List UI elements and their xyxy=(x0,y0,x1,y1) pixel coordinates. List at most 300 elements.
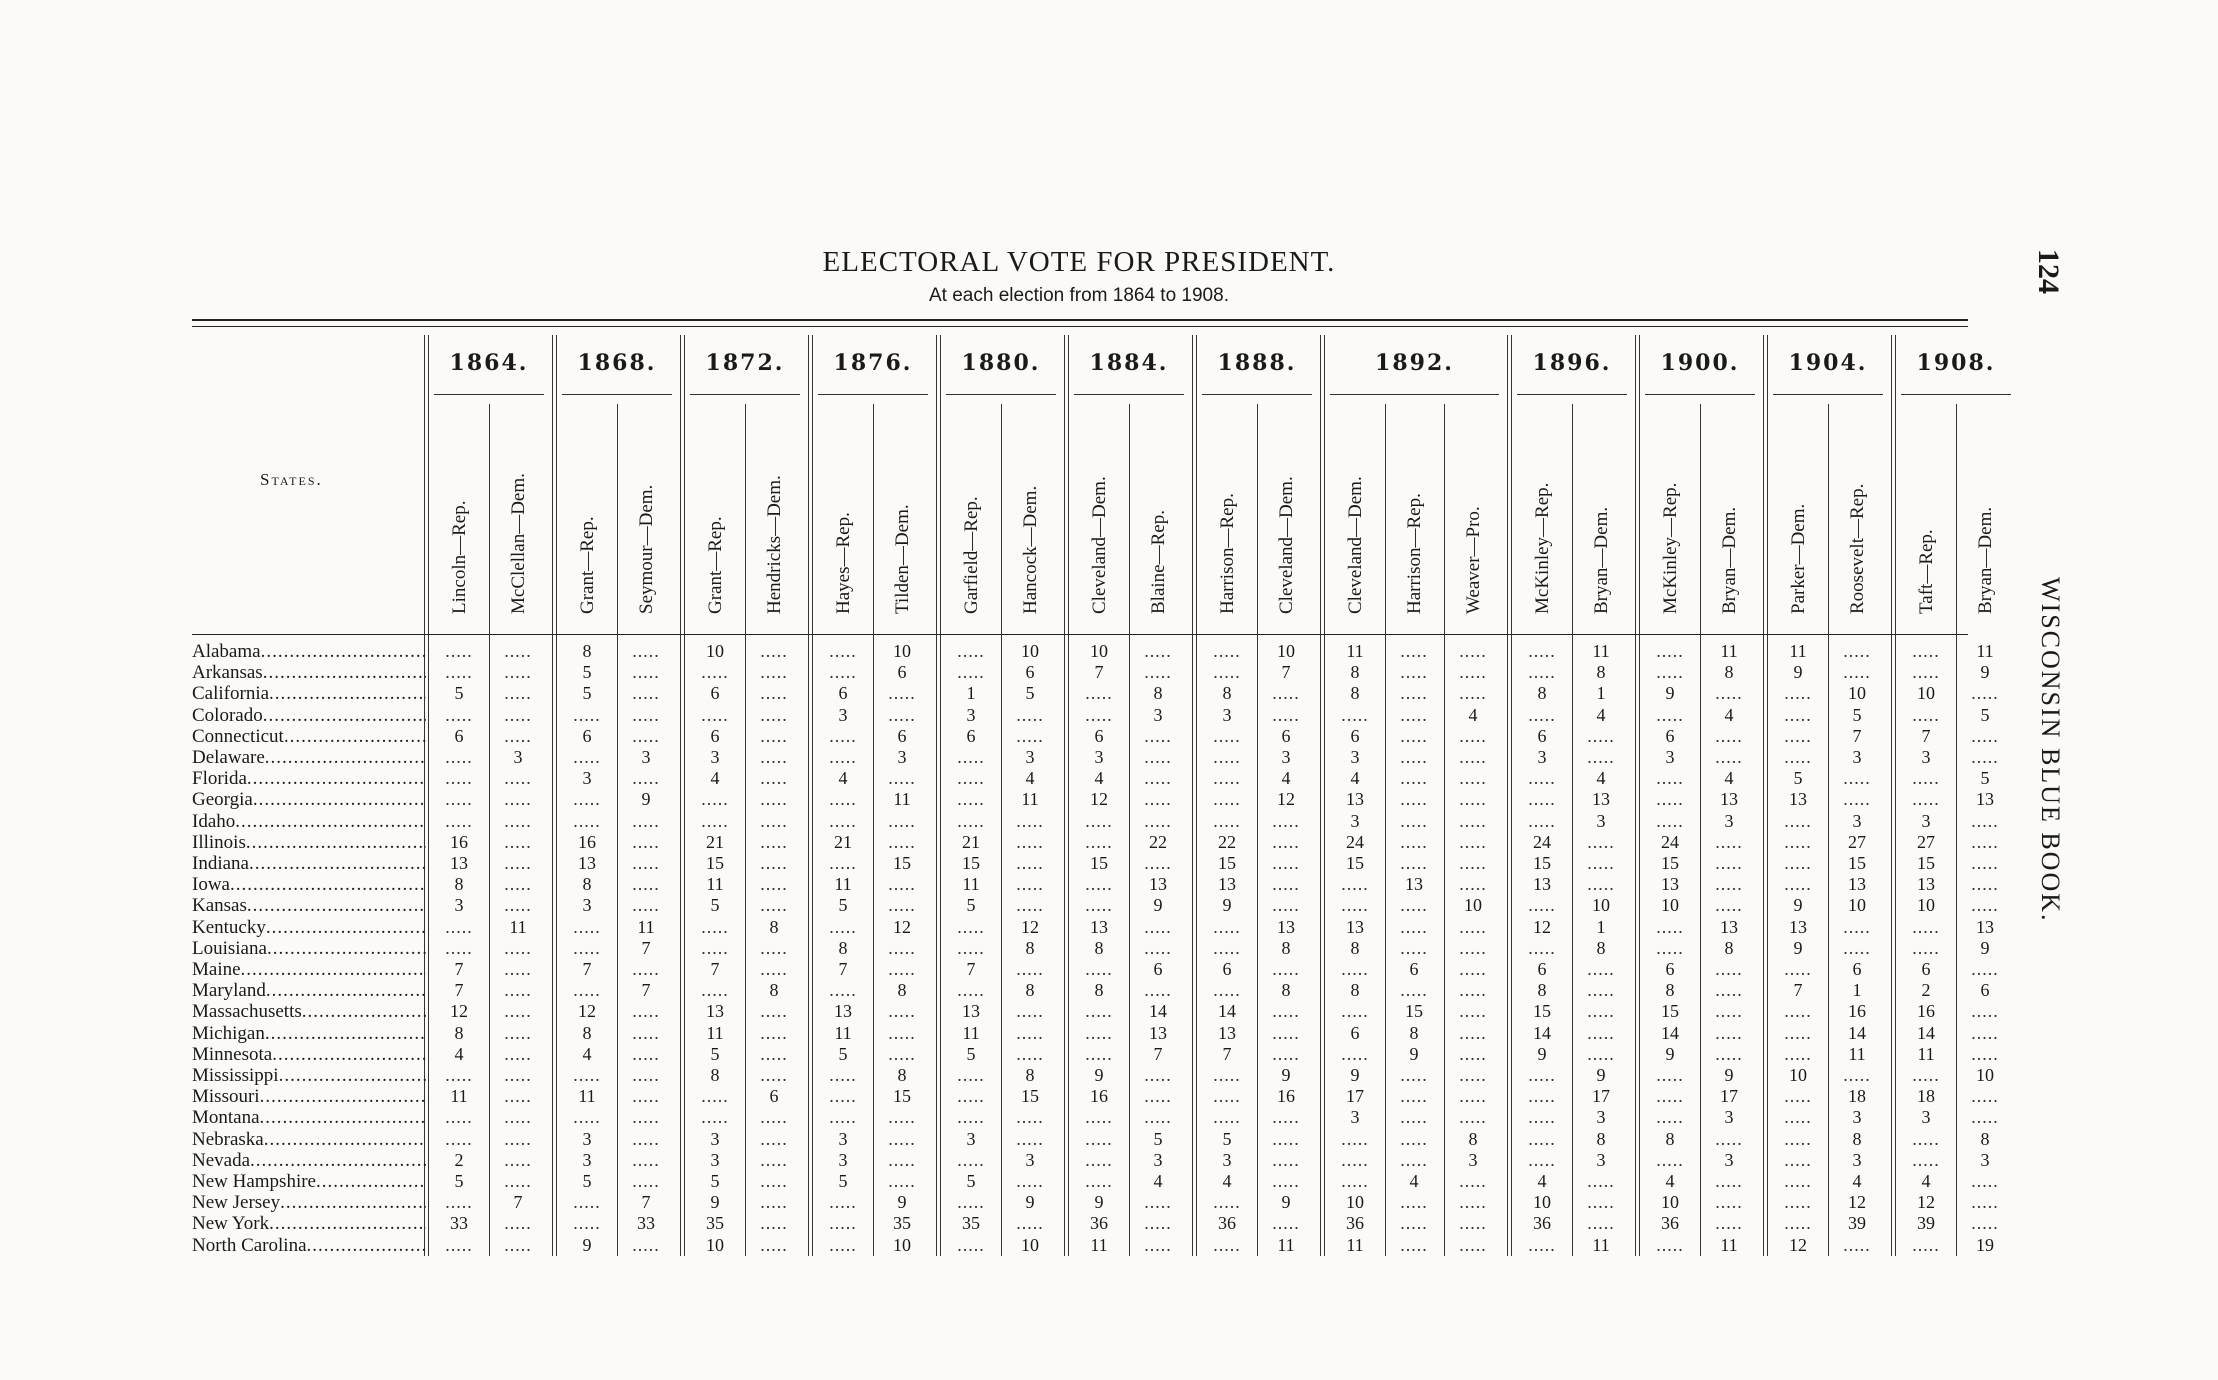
year-underline xyxy=(562,394,672,395)
vote-cell: 5 xyxy=(1153,1128,1163,1149)
running-head: WISCONSIN BLUE BOOK. xyxy=(2036,577,2065,923)
vote-cell: ..... xyxy=(1784,1107,1812,1128)
vote-cell: 16 xyxy=(1848,1001,1866,1022)
vote-cell: ..... xyxy=(1400,1192,1428,1213)
vote-cell: 3 xyxy=(897,747,907,767)
vote-cell: 21 xyxy=(834,831,852,852)
vote-cell: 5 xyxy=(1980,768,1990,789)
vote-cell: ..... xyxy=(760,1107,788,1128)
vote-cell: ..... xyxy=(1459,831,1487,852)
vote-cell: 11 xyxy=(962,1022,980,1043)
vote-cell: ..... xyxy=(701,810,729,831)
vote-cell: ..... xyxy=(1784,725,1812,746)
group-divider xyxy=(556,335,557,1256)
vote-cell: ..... xyxy=(573,704,601,725)
state-name-text: Illinois xyxy=(192,831,246,853)
vote-cell: ..... xyxy=(829,725,857,746)
vote-cell: 7 xyxy=(1921,725,1931,746)
state-name xyxy=(192,747,426,768)
vote-cell: ..... xyxy=(632,1128,660,1149)
state-name xyxy=(192,1065,426,1086)
vote-cell: ..... xyxy=(1528,1234,1556,1255)
vote-cell: ..... xyxy=(1715,725,1743,746)
vote-cell: 14 xyxy=(1917,1022,1935,1043)
group-divider xyxy=(1763,335,1764,1256)
vote-cell: ..... xyxy=(1912,641,1940,661)
vote-cell: 7 xyxy=(710,959,720,979)
vote-cell: ..... xyxy=(1085,895,1113,916)
vote-cell: 15 xyxy=(1090,853,1108,873)
vote-cell: 9 xyxy=(1724,1065,1734,1085)
state-name-text: Missouri xyxy=(192,1086,260,1108)
vote-cell: 14 xyxy=(1848,1022,1866,1043)
candidate-column-header: Hancock—Dem. xyxy=(1020,485,1041,614)
vote-cell: ..... xyxy=(888,959,916,979)
vote-cell: 4 xyxy=(1537,1171,1547,1191)
vote-cell: ..... xyxy=(888,1128,916,1149)
vote-cell: ..... xyxy=(1715,980,1743,1001)
state-name-text: Georgia xyxy=(192,789,253,811)
candidate-column-header: Bryan—Dem. xyxy=(1975,506,1996,614)
vote-cell: 8 xyxy=(1724,662,1734,683)
state-name xyxy=(192,874,426,895)
vote-cell: ..... xyxy=(1016,810,1044,831)
group-divider xyxy=(1511,335,1512,1256)
vote-cell: ..... xyxy=(888,1022,916,1043)
vote-cell: ..... xyxy=(1459,1213,1487,1234)
vote-cell: 11 xyxy=(893,789,911,810)
candidate-column-header: Lincoln—Rep. xyxy=(449,500,470,614)
vote-cell: 5 xyxy=(710,1043,720,1064)
vote-cell: ..... xyxy=(1400,789,1428,810)
state-name-text: Iowa xyxy=(192,874,230,896)
vote-cell: ..... xyxy=(760,937,788,958)
vote-cell: ..... xyxy=(504,1043,532,1064)
vote-cell: ..... xyxy=(1912,1149,1940,1170)
vote-cell: 7 xyxy=(641,980,651,1001)
vote-cell: ..... xyxy=(1459,1043,1487,1064)
vote-cell: ..... xyxy=(760,1065,788,1085)
group-divider xyxy=(1895,335,1896,1256)
vote-cell: ..... xyxy=(1144,789,1172,810)
vote-cell: ..... xyxy=(1341,959,1369,979)
vote-cell: ..... xyxy=(829,1192,857,1213)
vote-cell: 7 xyxy=(838,959,848,979)
vote-cell: 10 xyxy=(706,641,724,661)
vote-cell: 3 xyxy=(582,768,592,789)
vote-cell: ..... xyxy=(1144,1192,1172,1213)
vote-cell: ..... xyxy=(701,1107,729,1128)
vote-cell: ..... xyxy=(701,980,729,1001)
vote-cell: ..... xyxy=(1784,1171,1812,1191)
vote-cell: ..... xyxy=(888,937,916,958)
vote-cell: 3 xyxy=(1921,747,1931,767)
vote-cell: ..... xyxy=(888,1171,916,1191)
vote-cell: 15 xyxy=(1218,853,1236,873)
vote-cell: 3 xyxy=(1596,810,1606,831)
vote-cell: 13 xyxy=(1848,874,1866,895)
vote-cell: ..... xyxy=(1085,683,1113,704)
vote-cell: ..... xyxy=(957,916,985,937)
vote-cell: ..... xyxy=(1144,853,1172,873)
vote-cell: ..... xyxy=(957,641,985,661)
vote-cell: 7 xyxy=(1281,662,1291,683)
state-name-text: Maine xyxy=(192,959,241,980)
vote-cell: ..... xyxy=(1213,1065,1241,1085)
vote-cell: ..... xyxy=(445,641,473,661)
vote-cell: 10 xyxy=(706,1234,724,1255)
vote-cell: 4 xyxy=(710,768,720,789)
vote-cell: 13 xyxy=(450,853,468,873)
vote-cell: 8 xyxy=(1025,1065,1035,1085)
vote-cell: ..... xyxy=(1459,1065,1487,1085)
vote-cell: ..... xyxy=(888,768,916,789)
vote-cell: 3 xyxy=(1852,747,1862,767)
vote-cell: 9 xyxy=(1281,1192,1291,1213)
vote-cell: ..... xyxy=(888,1043,916,1064)
vote-cell: 14 xyxy=(1661,1022,1679,1043)
vote-cell: ..... xyxy=(1016,959,1044,979)
year-header: 1896. xyxy=(1532,350,1612,376)
vote-cell: ..... xyxy=(1528,789,1556,810)
vote-cell: ..... xyxy=(701,1086,729,1107)
vote-cell: 13 xyxy=(1218,1022,1236,1043)
vote-cell: ..... xyxy=(1272,683,1300,704)
state-name-text: Idaho xyxy=(192,810,236,832)
vote-cell: 3 xyxy=(1350,810,1360,831)
vote-cell: 9 xyxy=(1350,1065,1360,1085)
vote-cell: 10 xyxy=(1661,1192,1679,1213)
vote-cell: 11 xyxy=(1592,1234,1610,1255)
vote-cell: 5 xyxy=(966,1043,976,1064)
vote-cell: ..... xyxy=(829,747,857,767)
vote-cell: ..... xyxy=(1843,1065,1871,1085)
vote-cell: ..... xyxy=(1784,853,1812,873)
vote-cell: 3 xyxy=(1350,1107,1360,1128)
vote-cell: ..... xyxy=(888,704,916,725)
vote-cell: ..... xyxy=(829,662,857,683)
vote-cell: ..... xyxy=(1016,704,1044,725)
vote-cell: ..... xyxy=(445,1065,473,1085)
vote-cell: 14 xyxy=(1149,1001,1167,1022)
vote-cell: 6 xyxy=(1350,725,1360,746)
vote-cell: ..... xyxy=(1587,1213,1615,1234)
vote-cell: ..... xyxy=(445,916,473,937)
vote-cell: 3 xyxy=(838,1128,848,1149)
vote-cell: ..... xyxy=(445,1107,473,1128)
state-name xyxy=(192,1213,426,1234)
state-name xyxy=(192,980,426,1001)
vote-cell: 13 xyxy=(1090,916,1108,937)
vote-cell: ..... xyxy=(1715,747,1743,767)
vote-cell: ..... xyxy=(1459,1234,1487,1255)
vote-cell: 3 xyxy=(1724,810,1734,831)
vote-cell: 35 xyxy=(962,1213,980,1234)
candidate-column-header: Tilden—Dem. xyxy=(892,504,913,614)
vote-cell: 13 xyxy=(706,1001,724,1022)
vote-cell: ..... xyxy=(1912,789,1940,810)
vote-cell: ..... xyxy=(829,916,857,937)
vote-cell: ..... xyxy=(760,704,788,725)
year-underline xyxy=(1074,394,1184,395)
vote-cell: 9 xyxy=(1153,895,1163,916)
vote-cell: 11 xyxy=(1917,1043,1935,1064)
vote-cell: ..... xyxy=(1400,1065,1428,1085)
state-name xyxy=(192,1107,426,1128)
vote-cell: 13 xyxy=(1720,789,1738,810)
vote-cell: 8 xyxy=(1350,683,1360,704)
vote-cell: ..... xyxy=(632,1043,660,1064)
vote-cell: 13 xyxy=(1405,874,1423,895)
vote-cell: 6 xyxy=(1222,959,1232,979)
vote-cell: ..... xyxy=(1971,1001,1999,1022)
year-header: 1876. xyxy=(833,350,913,376)
vote-cell: ..... xyxy=(1715,683,1743,704)
vote-cell: 15 xyxy=(1661,1001,1679,1022)
vote-cell: 9 xyxy=(1793,662,1803,683)
vote-cell: 10 xyxy=(1277,641,1295,661)
vote-cell: 11 xyxy=(1720,1234,1738,1255)
vote-cell: 4 xyxy=(582,1043,592,1064)
vote-cell: ..... xyxy=(760,1128,788,1149)
vote-cell: ..... xyxy=(1400,704,1428,725)
vote-cell: ..... xyxy=(829,1065,857,1085)
state-name-text: Colorado xyxy=(192,704,263,726)
group-divider xyxy=(1767,335,1768,1256)
year-underline xyxy=(946,394,1056,395)
vote-cell: ..... xyxy=(1213,810,1241,831)
vote-cell: ..... xyxy=(1971,831,1999,852)
vote-cell: ..... xyxy=(632,1149,660,1170)
vote-cell: 8 xyxy=(769,980,779,1001)
state-name-text: Arkansas xyxy=(192,662,263,684)
vote-cell: 8 xyxy=(1222,683,1232,704)
vote-cell: 8 xyxy=(1153,683,1163,704)
vote-cell: 15 xyxy=(1917,853,1935,873)
vote-cell: ..... xyxy=(1341,1128,1369,1149)
vote-cell: ..... xyxy=(1715,1192,1743,1213)
candidate-column-header: Cleveland—Dem. xyxy=(1276,476,1297,614)
vote-cell: ..... xyxy=(504,1171,532,1191)
vote-cell: 3 xyxy=(966,1128,976,1149)
vote-cell: ..... xyxy=(1715,1128,1743,1149)
vote-cell: 33 xyxy=(637,1213,655,1234)
vote-cell: ..... xyxy=(1144,641,1172,661)
vote-cell: 6 xyxy=(454,725,464,746)
state-name-text: Delaware xyxy=(192,747,265,768)
vote-cell: ..... xyxy=(1912,662,1940,683)
year-underline xyxy=(1202,394,1312,395)
vote-cell: ..... xyxy=(1272,1022,1300,1043)
vote-cell: 14 xyxy=(1533,1022,1551,1043)
vote-cell: 7 xyxy=(513,1192,523,1213)
vote-cell: 3 xyxy=(1153,704,1163,725)
year-header: 1908. xyxy=(1916,350,1996,376)
vote-cell: 15 xyxy=(706,853,724,873)
state-name-text: Nebraska xyxy=(192,1128,264,1150)
vote-cell: ..... xyxy=(504,725,532,746)
vote-cell: 3 xyxy=(1596,1149,1606,1170)
vote-cell: ..... xyxy=(829,1086,857,1107)
top-rule-thick xyxy=(192,319,1968,321)
vote-cell: ..... xyxy=(1144,747,1172,767)
state-name xyxy=(192,811,426,832)
vote-cell: 7 xyxy=(1793,980,1803,1001)
vote-cell: ..... xyxy=(1715,853,1743,873)
vote-cell: 15 xyxy=(1533,1001,1551,1022)
vote-cell: ..... xyxy=(829,1234,857,1255)
vote-cell: ..... xyxy=(504,937,532,958)
vote-cell: 13 xyxy=(834,1001,852,1022)
vote-cell: 24 xyxy=(1661,831,1679,852)
vote-cell: 11 xyxy=(509,916,527,937)
vote-cell: 16 xyxy=(1917,1001,1935,1022)
vote-cell: 8 xyxy=(1094,937,1104,958)
vote-cell: ..... xyxy=(760,768,788,789)
vote-cell: 5 xyxy=(1222,1128,1232,1149)
vote-cell: 10 xyxy=(1917,683,1935,704)
vote-cell: 3 xyxy=(1025,747,1035,767)
state-name xyxy=(192,959,426,980)
year-underline xyxy=(434,394,544,395)
vote-cell: 8 xyxy=(1350,980,1360,1001)
vote-cell: ..... xyxy=(1784,1128,1812,1149)
vote-cell: 11 xyxy=(834,874,852,895)
vote-cell: ..... xyxy=(760,831,788,852)
vote-cell: ..... xyxy=(1587,1022,1615,1043)
candidate-column-header: Harrison—Rep. xyxy=(1217,493,1238,614)
state-name-text: Montana xyxy=(192,1107,260,1129)
vote-cell: ..... xyxy=(632,853,660,873)
state-name-text: Kansas xyxy=(192,895,247,917)
vote-cell: ..... xyxy=(1528,1086,1556,1107)
vote-cell: 3 xyxy=(838,704,848,725)
vote-cell: 9 xyxy=(1980,937,1990,958)
vote-cell: 8 xyxy=(1852,1128,1862,1149)
vote-cell: 4 xyxy=(1025,768,1035,789)
vote-cell: ..... xyxy=(1843,789,1871,810)
vote-cell: ..... xyxy=(1272,1001,1300,1022)
vote-cell: 8 xyxy=(897,1065,907,1085)
vote-cell: ..... xyxy=(573,747,601,767)
vote-cell: ..... xyxy=(573,810,601,831)
vote-cell: ..... xyxy=(1400,641,1428,661)
vote-cell: 8 xyxy=(582,1022,592,1043)
state-name xyxy=(192,726,426,747)
vote-cell: 11 xyxy=(578,1086,596,1107)
group-divider xyxy=(1635,335,1636,1256)
vote-cell: 5 xyxy=(966,1171,976,1191)
candidate-column-header: Cleveland—Dem. xyxy=(1345,476,1366,614)
vote-cell: ..... xyxy=(504,895,532,916)
vote-cell: 6 xyxy=(1665,725,1675,746)
state-name-text: Maryland xyxy=(192,980,266,1002)
vote-cell: ..... xyxy=(957,810,985,831)
vote-cell: ..... xyxy=(760,1043,788,1064)
vote-cell: ..... xyxy=(1272,959,1300,979)
vote-cell: 4 xyxy=(838,768,848,789)
candidate-column-header: Harrison—Rep. xyxy=(1404,493,1425,614)
vote-cell: 15 xyxy=(962,853,980,873)
vote-cell: 4 xyxy=(1724,704,1734,725)
vote-cell: ..... xyxy=(760,895,788,916)
vote-cell: ..... xyxy=(1144,662,1172,683)
vote-cell: ..... xyxy=(1085,1043,1113,1064)
vote-cell: 9 xyxy=(582,1234,592,1255)
vote-cell: ..... xyxy=(1912,1065,1940,1085)
vote-cell: ..... xyxy=(760,853,788,873)
vote-cell: 13 xyxy=(1976,916,1994,937)
vote-cell: 3 xyxy=(641,747,651,767)
vote-cell: 10 xyxy=(893,1234,911,1255)
vote-cell: 9 xyxy=(710,1192,720,1213)
vote-cell: 5 xyxy=(454,1171,464,1191)
vote-cell: 10 xyxy=(1848,683,1866,704)
vote-cell: 8 xyxy=(838,937,848,958)
vote-cell: 5 xyxy=(710,895,720,916)
vote-cell: 17 xyxy=(1592,1086,1610,1107)
vote-cell: ..... xyxy=(1971,1022,1999,1043)
vote-cell: 4 xyxy=(1409,1171,1419,1191)
vote-cell: ..... xyxy=(1144,1086,1172,1107)
year-header: 1888. xyxy=(1217,350,1297,376)
vote-cell: 3 xyxy=(582,895,592,916)
vote-cell: 6 xyxy=(1409,959,1419,979)
vote-cell: 5 xyxy=(454,683,464,704)
group-divider xyxy=(808,335,809,1256)
vote-cell: ..... xyxy=(829,789,857,810)
vote-cell: ..... xyxy=(1715,1001,1743,1022)
vote-cell: 12 xyxy=(893,916,911,937)
vote-cell: 5 xyxy=(838,895,848,916)
vote-cell: ..... xyxy=(1459,980,1487,1001)
vote-cell: 6 xyxy=(1852,959,1862,979)
vote-cell: ..... xyxy=(573,980,601,1001)
year-underline xyxy=(690,394,800,395)
vote-cell: ..... xyxy=(1587,959,1615,979)
vote-cell: ..... xyxy=(760,1001,788,1022)
vote-cell: ..... xyxy=(1459,789,1487,810)
group-divider xyxy=(1196,335,1197,1256)
vote-cell: 15 xyxy=(1661,853,1679,873)
group-divider xyxy=(680,335,681,1256)
vote-cell: ..... xyxy=(504,1086,532,1107)
vote-cell: 11 xyxy=(1090,1234,1108,1255)
vote-cell: 13 xyxy=(1149,874,1167,895)
vote-cell: ..... xyxy=(1971,683,1999,704)
vote-cell: ..... xyxy=(1341,1001,1369,1022)
vote-cell: ..... xyxy=(1784,704,1812,725)
vote-cell: 6 xyxy=(966,725,976,746)
vote-cell: ..... xyxy=(1400,937,1428,958)
vote-cell: ..... xyxy=(1213,747,1241,767)
vote-cell: 13 xyxy=(1592,789,1610,810)
year-header: 1872. xyxy=(705,350,785,376)
vote-cell: ..... xyxy=(760,662,788,683)
vote-cell: ..... xyxy=(1528,810,1556,831)
vote-cell: ..... xyxy=(1459,937,1487,958)
vote-cell: ..... xyxy=(1587,1192,1615,1213)
vote-cell: 17 xyxy=(1346,1086,1364,1107)
vote-cell: 8 xyxy=(897,980,907,1001)
vote-cell: ..... xyxy=(1784,874,1812,895)
vote-cell: ..... xyxy=(1715,1022,1743,1043)
group-divider xyxy=(1068,335,1069,1256)
state-name xyxy=(192,1150,426,1171)
vote-cell: 9 xyxy=(1793,937,1803,958)
vote-cell: ..... xyxy=(1016,853,1044,873)
state-name xyxy=(192,832,426,853)
